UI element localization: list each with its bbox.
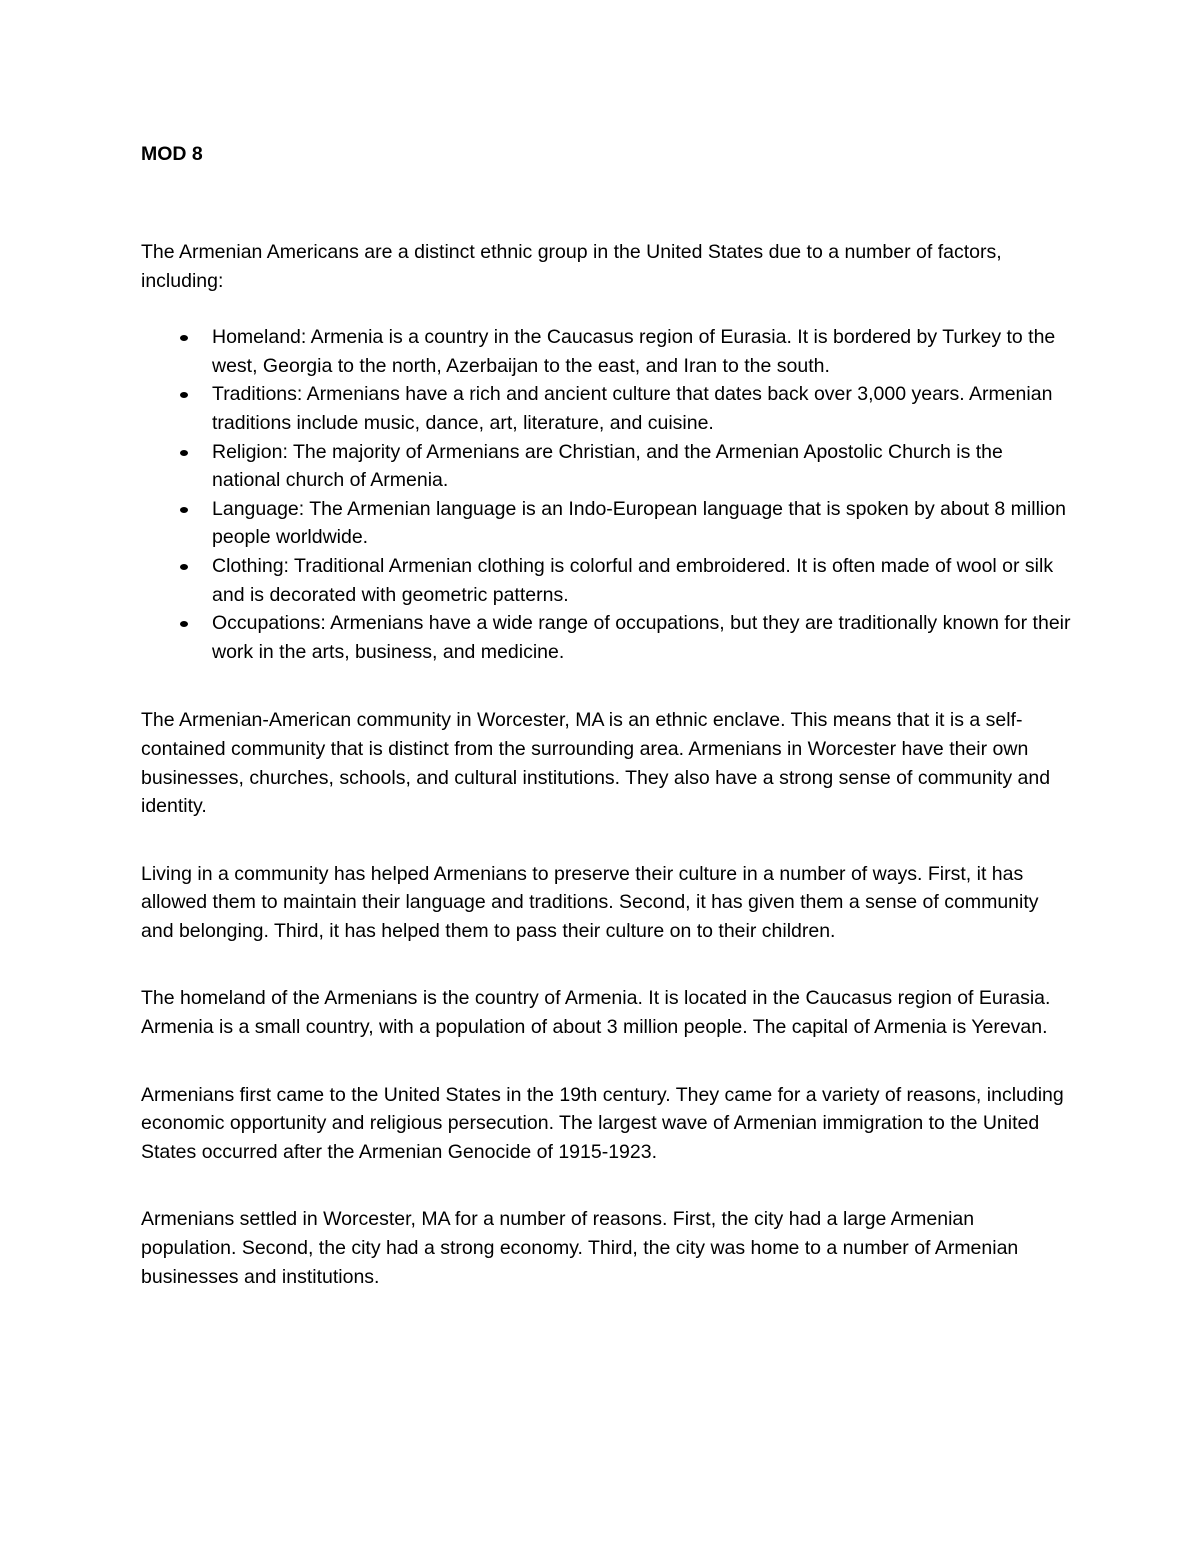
bullet-icon <box>180 621 188 627</box>
list-item <box>212 438 1071 495</box>
document-body <box>141 140 1071 1330</box>
bullet-icon <box>180 335 188 341</box>
intro-paragraph: The Armenian Americans are a distinct ethnic group in the United States due to a number of factors, including: <box>141 241 1002 292</box>
list-item-text: Language: The Armenian language is an Indo-European language that is spoken by about 8 million people worldwide. <box>212 497 1066 549</box>
bullet-icon <box>180 507 188 513</box>
list-item <box>212 609 1071 666</box>
paragraph-homeland: The homeland of the Armenians is the country of Armenia. It is located in the Caucasus region of Eurasia. Armenia is a small country, with a population of about 3 million people. The capital of Armenia is Yerevan. <box>141 987 1051 1039</box>
list-item <box>212 323 1071 380</box>
list-item-text: Clothing: Traditional Armenian clothing is colorful and embroidered. It is often made of wool or silk and is decorated with geometric patterns. <box>212 554 1054 606</box>
paragraph-worcester-enclave: The Armenian-American community in Worcester, MA is an ethnic enclave. This means that it is a self-contained community that is distinct from the surrounding area. Armenians in Worcester have their own businesses, churches, schools, and cultural institutions. They also have a strong sense of community and identity. <box>141 709 1051 818</box>
list-item-text: Occupations: Armenians have a wide range of occupations, but they are traditionally known for their work in the arts, business, and medicine. <box>212 612 1071 663</box>
list-item <box>212 552 1071 609</box>
bullet-icon <box>180 564 188 570</box>
list-item-text: Homeland: Armenia is a country in the Caucasus region of Eurasia. It is bordered by Turkey to the west, Georgia to the north, Azerbaijan to the east, and Iran to the south. <box>212 326 1056 377</box>
document-title: MOD 8 <box>141 143 203 165</box>
bullet-icon <box>180 450 188 456</box>
list-item-text: Religion: The majority of Armenians are Christian, and the Armenian Apostolic Church is the national church of Armenia. <box>212 440 1003 492</box>
list-item <box>212 380 1071 437</box>
factors-list <box>141 323 1071 666</box>
paragraph-preserving-culture: Living in a community has helped Armenians to preserve their culture in a number of ways. First, it has allowed them to maintain their language and traditions. Second, it has given them a sense of community and belonging. Third, it has helped them to pass their culture on to their children. <box>141 862 1039 942</box>
paragraph-worcester-settlement: Armenians settled in Worcester, MA for a number of reasons. First, the city had a large Armenian population. Second, the city had a strong economy. Third, the city was home to a number of Armenian businesses and institutions. <box>141 1208 1019 1288</box>
list-item <box>212 495 1071 552</box>
paragraph-immigration-history: Armenians first came to the United States in the 19th century. They came for a variety of reasons, including economic opportunity and religious persecution. The largest wave of Armenian immigration to the United States occurred after the Armenian Genocide of 1915-1923. <box>141 1083 1064 1163</box>
list-item-text: Traditions: Armenians have a rich and ancient culture that dates back over 3,000 years. Armenian traditions include music, dance, art, literature, and cuisine. <box>212 383 1053 434</box>
bullet-icon <box>180 392 188 398</box>
